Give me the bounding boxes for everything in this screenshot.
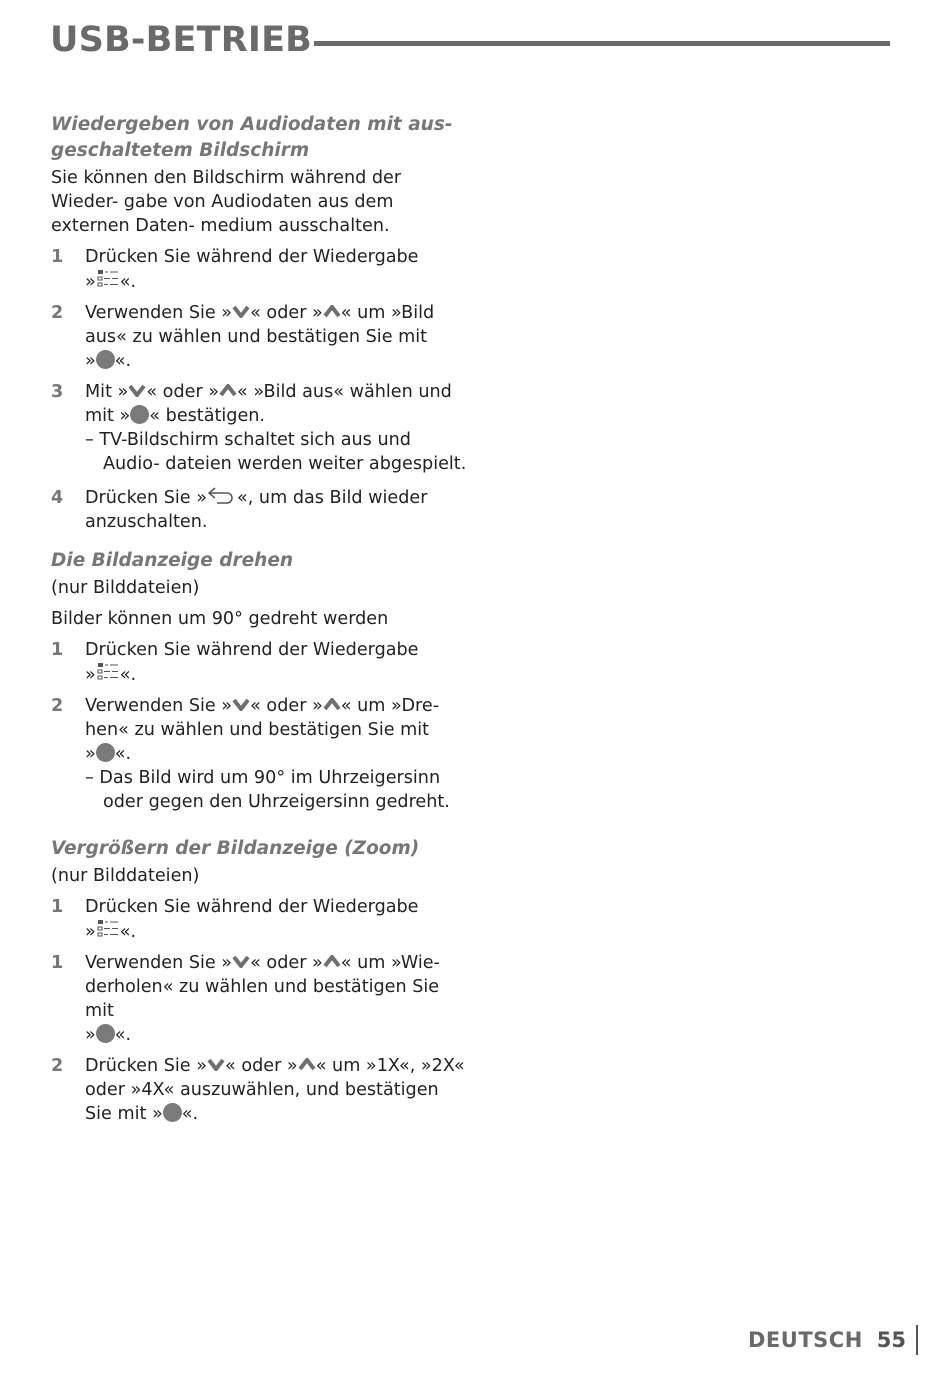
- content-column: [51, 112, 471, 1126]
- ok-button-icon: [130, 405, 149, 424]
- section-intro: Bilder können um 90° gedreht werden: [51, 609, 389, 629]
- tools-menu-icon: [96, 269, 120, 289]
- step-number: 2: [51, 303, 64, 323]
- step-number: 3: [51, 382, 64, 402]
- tools-menu-icon: [96, 662, 120, 682]
- step-item: 2 Drücken Sie » « oder » « um »1X«, »2X« oder »4X« auszuwählen, und bestätigen Sie mit » «.: [51, 1056, 465, 1124]
- step-item: 1 Drücken Sie während der Wiedergabe » «.: [51, 897, 419, 942]
- section-note: (nur Bilddateien): [51, 866, 200, 886]
- arrow-up-icon: [323, 305, 341, 318]
- tools-menu-icon: [96, 919, 120, 939]
- step-item: 4 Drücken Sie » «, um das Bild wieder anzuschalten.: [51, 488, 428, 532]
- header-rule: [314, 41, 890, 46]
- arrow-down-icon: [232, 305, 250, 318]
- step-item: 2 Verwenden Sie » « oder » « um »Dre- hen« zu wählen und bestätigen Sie mit » «. – Das Bild wird um 90° im Uhrzeigersinn oder gegen den Uhrzeigersinn gedreht.: [51, 694, 471, 814]
- section-intro: Sie können den Bildschirm während der Wieder- gabe von Audiodaten aus dem externen Daten- medium ausschalten.: [51, 168, 402, 236]
- step-result: – Das Bild wird um 90° im Uhrzeigersinn oder gegen den Uhrzeigersinn gedreht.: [85, 768, 450, 812]
- step-number: 1: [51, 247, 64, 267]
- step-item: 1 Drücken Sie während der Wiedergabe » «.: [51, 247, 419, 292]
- step-text: Drücken Sie während der Wiedergabe: [85, 247, 419, 267]
- step-number: 1: [51, 953, 64, 973]
- ok-button-icon: [96, 743, 115, 762]
- arrow-up-icon: [323, 698, 341, 711]
- ok-button-icon: [96, 1024, 115, 1043]
- step-item: 3 Mit » « oder » « »Bild aus« wählen und mit » « bestätigen. – TV-Bildschirm schaltet sich aus und Audio- dateien werden weiter abgespielt.: [51, 380, 471, 476]
- arrow-down-icon: [128, 384, 146, 397]
- step-number: 2: [51, 696, 64, 716]
- step-result: – TV-Bildschirm schaltet sich aus und Audio- dateien werden weiter abgespielt.: [85, 430, 467, 474]
- arrow-up-icon: [219, 384, 237, 397]
- page-footer: [748, 1325, 918, 1355]
- arrow-up-icon: [298, 1058, 316, 1071]
- step-item: 1 Verwenden Sie » « oder » « um »Wie- derholen« zu wählen und bestätigen Sie mit » «.: [51, 953, 440, 1045]
- step-number: 1: [51, 640, 64, 660]
- step-number: 1: [51, 897, 64, 917]
- step-item: 1 Drücken Sie während der Wiedergabe » «.: [51, 640, 419, 685]
- page-header: [50, 18, 890, 62]
- section-title-audio-screen-off: Wiedergeben von Audiodaten mit aus- geschaltetem Bildschirm: [51, 114, 453, 161]
- step-number: 4: [51, 488, 64, 508]
- page-number: 55: [877, 1325, 918, 1355]
- arrow-up-icon: [323, 955, 341, 968]
- section-title-zoom: Vergrößern der Bildanzeige (Zoom): [51, 838, 420, 859]
- ok-button-icon: [163, 1103, 182, 1122]
- step-number: 2: [51, 1056, 64, 1076]
- section-title-rotate: Die Bildanzeige drehen: [51, 550, 294, 571]
- footer-language: DEUTSCH: [748, 1328, 863, 1352]
- page-title: USB-BETRIEB: [50, 20, 313, 60]
- section-note: (nur Bilddateien): [51, 578, 200, 598]
- arrow-down-icon: [207, 1058, 225, 1071]
- back-arrow-icon: [207, 486, 237, 506]
- arrow-down-icon: [232, 955, 250, 968]
- step-item: 2 Verwenden Sie » « oder » « um »Bild aus« zu wählen und bestätigen Sie mit » «.: [51, 303, 435, 371]
- arrow-down-icon: [232, 698, 250, 711]
- ok-button-icon: [96, 350, 115, 369]
